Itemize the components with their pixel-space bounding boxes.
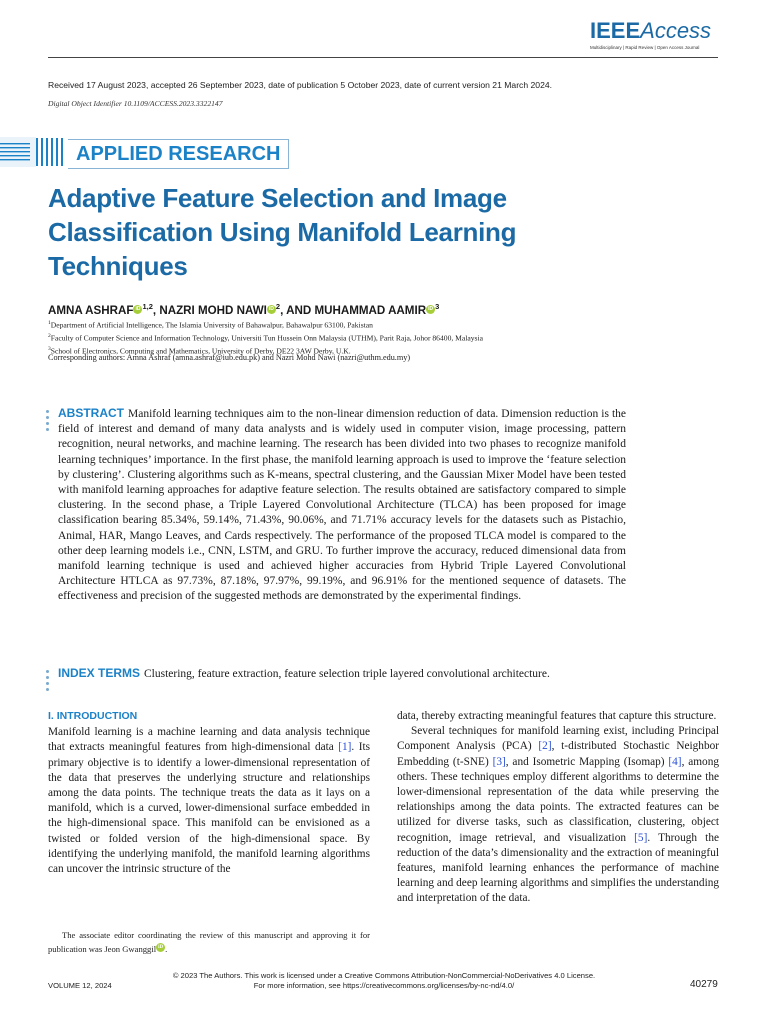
orcid-icon[interactable]: iD bbox=[268, 305, 274, 312]
author-list bbox=[48, 302, 439, 317]
dots-marker-icon bbox=[46, 410, 52, 434]
header-rule bbox=[48, 57, 718, 58]
banner-lines-icon bbox=[0, 137, 68, 167]
citation-link[interactable]: [2] bbox=[538, 740, 552, 753]
abstract bbox=[58, 406, 626, 605]
author-name: AMNA ASHRAF bbox=[48, 303, 134, 317]
dots-marker-icon bbox=[46, 670, 52, 694]
paragraph: data, thereby extracting meaningful features that capture this structure. bbox=[397, 710, 717, 722]
doi-line: Digital Object Identifier 10.1109/ACCESS.2023.3322147 bbox=[48, 99, 223, 108]
author-affil-sup: 2 bbox=[275, 302, 281, 311]
license-line: © 2023 The Authors. This work is licensed under a Creative Commons Attribution-NonCommercial-NoDerivatives 4.0 License. bbox=[172, 971, 596, 980]
editor-footnote: The associate editor coordinating the review of this manuscript and approving it for publication was Jeon Gwanggil iD . bbox=[48, 930, 370, 954]
author-name: NAZRI MOHD NAWI bbox=[159, 303, 267, 317]
volume-label: VOLUME 12, 2024 bbox=[48, 981, 112, 990]
license-url[interactable]: For more information, see https://creativecommons.org/licenses/by-nc-nd/4.0/ bbox=[253, 981, 515, 990]
paragraph: Manifold learning is a machine learning and data analysis technique that extracts meaningful features from high-dimensional data [1]. Its primary objective is to identify a lower-dimensional representation of the data that preserves the underlying structure and relationships among the data points. The technique treats the data as it lays on a manifold, which is a curved, lower-dimensional surface embedded in the high-dimensional space. This manifold can be envisioned as a twisted or folded version of the high-dimensional space. By identifying the underlying manifold, the manifold learning algorithms can uncover the intrinsic structure of the bbox=[48, 726, 370, 876]
affiliation-item: $^3$School of Electronics, Computing and Mathematics, University of Derby, DE22 3AW Derby, U.K. bbox=[48, 346, 351, 356]
affiliations bbox=[48, 318, 483, 357]
orcid-icon[interactable]: iD bbox=[158, 945, 164, 950]
journal-brand: IEEEAccess bbox=[590, 18, 712, 43]
author-affil-sup: 1,2 bbox=[142, 302, 153, 311]
article-title: Adaptive Feature Selection and Image Classification Using Manifold Learning Techniques bbox=[48, 183, 517, 281]
author-separator: , AND bbox=[280, 303, 315, 317]
citation-link[interactable]: [5] bbox=[634, 831, 648, 844]
paragraph: Several techniques for manifold learning exist, including Principal Component Analysis (PCA) [2], t-distributed Stochastic Neighbor Embedding (t-SNE) [3], and Isometric Mapping (Isomap) [4], among others. These techniques employ different algorithms to determine the lower-dimensional representation of the data while preserving the relationships among the data points. The extracted features can be utilized for diverse tasks, such as classification, clustering, object recognition, image retrieval, and visualization [5]. Through the reduction of the data’s dimensionality and the extraction of meaningful features, manifold learning enhances the performance of machine learning and deep learning algorithms and simplifies the understanding and interpretation of the data. bbox=[397, 725, 720, 905]
citation-link[interactable]: [4] bbox=[668, 755, 682, 768]
author-name: MUHAMMAD AAMIR bbox=[314, 303, 427, 317]
orcid-icon[interactable]: iD bbox=[135, 305, 141, 312]
right-column bbox=[397, 709, 719, 907]
index-terms-label: INDEX TERMS bbox=[58, 666, 141, 680]
author-affil-sup: 3 bbox=[435, 302, 440, 311]
article-type-banner: APPLIED RESEARCH bbox=[68, 139, 289, 169]
citation-link[interactable]: [1] bbox=[338, 741, 352, 754]
affiliation-item: $^2$Faculty of Computer Science and Information Technology, Universiti Tun Hussein Onn Malaysia (UTHM), Parit Raja, Johor 86400, Malaysia bbox=[48, 333, 483, 343]
received-dates: Received 17 August 2023, accepted 26 September 2023, date of publication 5 October 2023, date of current version 21 March 2024. bbox=[48, 80, 553, 90]
citation-link[interactable]: [3] bbox=[492, 755, 506, 768]
section-heading: I. INTRODUCTION bbox=[48, 710, 138, 722]
license-notice bbox=[0, 971, 768, 991]
corresponding-authors: Corresponding authors: Amna Ashraf (amna.ashraf@iub.edu.pk) and Nazri Mohd Nawi (nazri@uthm.edu.my) bbox=[48, 353, 411, 362]
abstract-label: ABSTRACT bbox=[58, 406, 124, 420]
index-terms bbox=[58, 666, 658, 682]
abstract-text: Manifold learning techniques aim to the non-linear dimension reduction of data. Dimension reduction is the field of interest and demand of many data analysts and is widely used in computer vision, image processing, pattern recognition, neural networks, and machine learning. The research has been divided into two phases to recognize manifold learning techniques’ importance. In the first phase, the manifold learning approach is used to improve the ‘feature selection by clustering’. Clustering algorithms such as K-means, spectral clustering, and the Gaussian Mixer Model have been tested with manifold learning approaches for adaptive feature selection. The results obtained are satisfactory compared to simple clustering. In the second phase, a Triple Layered Convolutional Architecture (TLCA) has been proposed for image classification bearing 85.34%, 59.14%, 71.43%, 90.06%, and 71.71% accuracy levels for the datasets such as Pistachio, Animal, HAR, Mango Leaves, and Cards respectively. The performance of the proposed TLCA model is compared to the other deep learning models i.e., CNN, LSTM, and GRU. To further improve the accuracy, reduced dimensional data from manifold learning technique is used and achieved higher accuracies from Hybrid Triple Layered Convolutional Architecture HTLCA as 97.73%, 87.18%, 97.97%, 99.19%, and 96.91% for the mentioned sequence of datasets. The effectiveness and precision of the suggested methods are demonstrated by the experimental findings. bbox=[58, 408, 626, 603]
index-terms-text: Clustering, feature extraction, feature selection triple layered convolutional architecture. bbox=[144, 668, 550, 680]
affiliation-item: $^1$Department of Artificial Intelligence, The Islamia University of Bahawalpur, Bahawalpur 63100, Pakistan bbox=[48, 320, 373, 330]
journal-tagline: Multidisciplinary | Rapid Review | Open Access Journal bbox=[590, 45, 700, 50]
orcid-icon[interactable]: iD bbox=[428, 305, 434, 312]
author-separator: , bbox=[152, 303, 160, 317]
page-number: 40279 bbox=[690, 979, 718, 990]
journal-logo bbox=[590, 20, 720, 50]
left-column bbox=[48, 709, 370, 877]
